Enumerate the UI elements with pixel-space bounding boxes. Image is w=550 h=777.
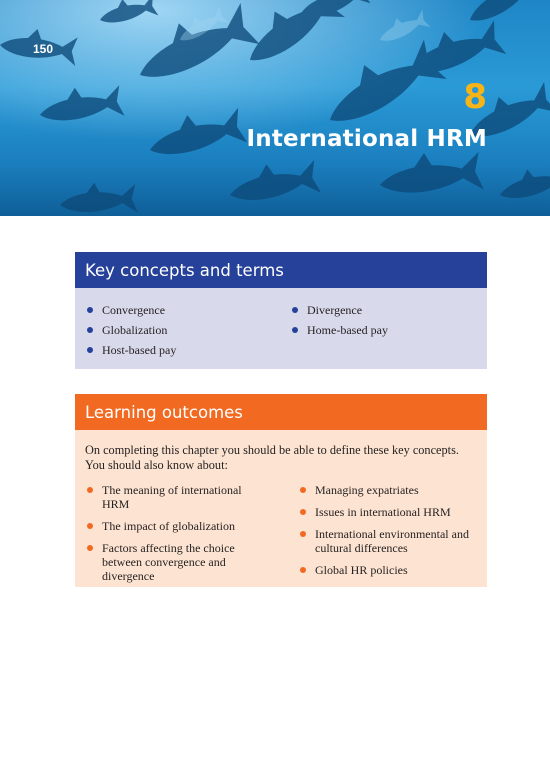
list-item: Managing expatriates <box>288 483 487 497</box>
list-item: Convergence <box>75 303 275 317</box>
list-item: Divergence <box>280 303 480 317</box>
learning-outcomes-heading: Learning outcomes <box>75 394 487 430</box>
list-item: The meaning of international HRM <box>75 483 265 511</box>
learning-outcomes-list-right <box>288 483 487 585</box>
bullet-icon <box>87 307 93 313</box>
learning-outcomes-box <box>75 394 487 587</box>
bullet-icon <box>87 347 93 353</box>
page-number: 150 <box>33 42 54 56</box>
bullet-icon <box>300 509 306 515</box>
learning-outcomes-intro: On completing this chapter you should be able to define these key concepts. You should also know about: <box>85 443 459 472</box>
learning-outcomes-list-left <box>75 483 265 591</box>
list-item: The impact of globalization <box>75 519 265 533</box>
key-concepts-list-right <box>280 303 480 343</box>
list-item: International environmental and cultural differences <box>288 527 487 555</box>
bullet-icon <box>87 327 93 333</box>
bullet-icon <box>300 531 306 537</box>
bullet-icon <box>300 487 306 493</box>
list-item: Globalization <box>75 323 275 337</box>
bullet-icon <box>292 307 298 313</box>
key-concepts-list-left <box>75 303 275 363</box>
list-item: Home-based pay <box>280 323 480 337</box>
chapter-banner <box>0 0 550 216</box>
key-concepts-heading: Key concepts and terms <box>75 252 487 288</box>
list-item: Factors affecting the choice between convergence and divergence <box>75 541 265 583</box>
list-item: Host-based pay <box>75 343 275 357</box>
bullet-icon <box>87 545 93 551</box>
bullet-icon <box>292 327 298 333</box>
chapter-number: 8 <box>463 77 487 117</box>
bullet-icon <box>87 487 93 493</box>
chapter-title: International HRM <box>246 126 487 152</box>
key-concepts-box <box>75 252 487 369</box>
list-item: Issues in international HRM <box>288 505 487 519</box>
bullet-icon <box>300 567 306 573</box>
list-item: Global HR policies <box>288 563 487 577</box>
bullet-icon <box>87 523 93 529</box>
